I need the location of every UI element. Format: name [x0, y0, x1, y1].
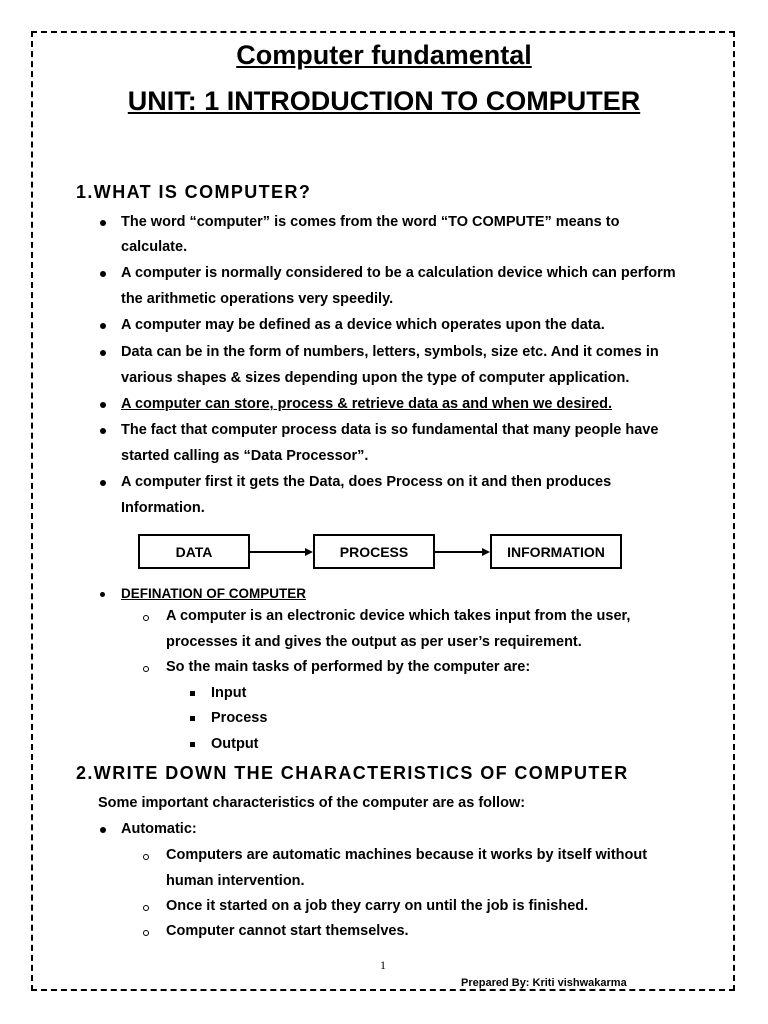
bullet-marker [100, 480, 106, 486]
circle-bullet-marker [143, 615, 149, 621]
document-title: Computer fundamental [236, 40, 532, 70]
flow-arrow-line [435, 551, 483, 553]
page-number: 1 [380, 958, 386, 972]
square-bullet-marker [190, 716, 195, 721]
automatic-1-line-2: human intervention. [166, 873, 305, 889]
flow-box-process: PROCESS [313, 534, 435, 569]
bullet-4-line-1: Data can be in the form of numbers, letters, symbols, size etc. And it comes in [121, 344, 659, 360]
bullet-marker [100, 592, 105, 597]
bullet-7-line-2: Information. [121, 500, 205, 516]
bullet-7-line-1: A computer first it gets the Data, does Process on it and then produces [121, 474, 612, 490]
flow-arrow-head [482, 548, 490, 556]
circle-bullet-marker [143, 854, 149, 860]
bullet-6-line-2: started calling as “Data Processor”. [121, 448, 369, 464]
flow-box-data: DATA [138, 534, 250, 569]
bullet-marker [100, 350, 106, 356]
task-output: Output [211, 736, 259, 752]
flow-box-information: INFORMATION [490, 534, 622, 569]
definition-1-line-1: A computer is an electronic device which takes input from the user, [166, 608, 631, 624]
bullet-marker [100, 428, 106, 434]
bullet-5-line-1: A computer can store, process & retrieve data as and when we desired. [121, 396, 613, 412]
circle-bullet-marker [143, 905, 149, 911]
unit-title: UNIT: 1 INTRODUCTION TO COMPUTER [127, 86, 641, 116]
circle-bullet-marker [143, 666, 149, 672]
bullet-4-line-2: various shapes & sizes depending upon the type of computer application. [121, 370, 630, 386]
automatic-1-line-1: Computers are automatic machines because it works by itself without [166, 847, 648, 863]
automatic-2-line-1: Once it started on a job they carry on until the job is finished. [166, 898, 589, 914]
square-bullet-marker [190, 742, 195, 747]
definition-heading: DEFINATION OF COMPUTER [121, 586, 306, 601]
flow-arrow-head [305, 548, 313, 556]
bullet-marker [100, 402, 106, 408]
definition-2-line-1: So the main tasks of performed by the computer are: [166, 659, 531, 675]
section-2-intro: Some important characteristics of the computer are as follow: [98, 795, 526, 811]
bullet-2-line-2: the arithmetic operations very speedily. [121, 291, 394, 307]
square-bullet-marker [190, 691, 195, 696]
bullet-marker [100, 271, 106, 277]
task-process: Process [211, 710, 268, 726]
definition-1-line-2: processes it and gives the output as per user’s requirement. [166, 634, 582, 650]
bullet-1-line-1: The word “computer” is comes from the word “TO COMPUTE” means to [121, 214, 620, 230]
bullet-marker [100, 323, 106, 329]
bullet-6-line-1: The fact that computer process data is so fundamental that many people have [121, 422, 659, 438]
circle-bullet-marker [143, 930, 149, 936]
task-input: Input [211, 685, 247, 701]
bullet-2-line-1: A computer is normally considered to be a calculation device which can perform [121, 265, 676, 281]
automatic-bullet: Automatic: [121, 821, 197, 837]
section-1-heading: 1.WHAT IS COMPUTER? [76, 182, 312, 202]
prepared-by: Prepared By: Kriti vishwakarma [461, 977, 627, 989]
section-2-heading: 2.WRITE DOWN THE CHARACTERISTICS OF COMPUTER [76, 763, 629, 783]
bullet-marker [100, 827, 106, 833]
flow-arrow-line [250, 551, 306, 553]
bullet-3-line-1: A computer may be defined as a device which operates upon the data. [121, 317, 605, 333]
automatic-3-line-1: Computer cannot start themselves. [166, 923, 409, 939]
bullet-1-line-2: calculate. [121, 239, 188, 255]
bullet-marker [100, 220, 106, 226]
